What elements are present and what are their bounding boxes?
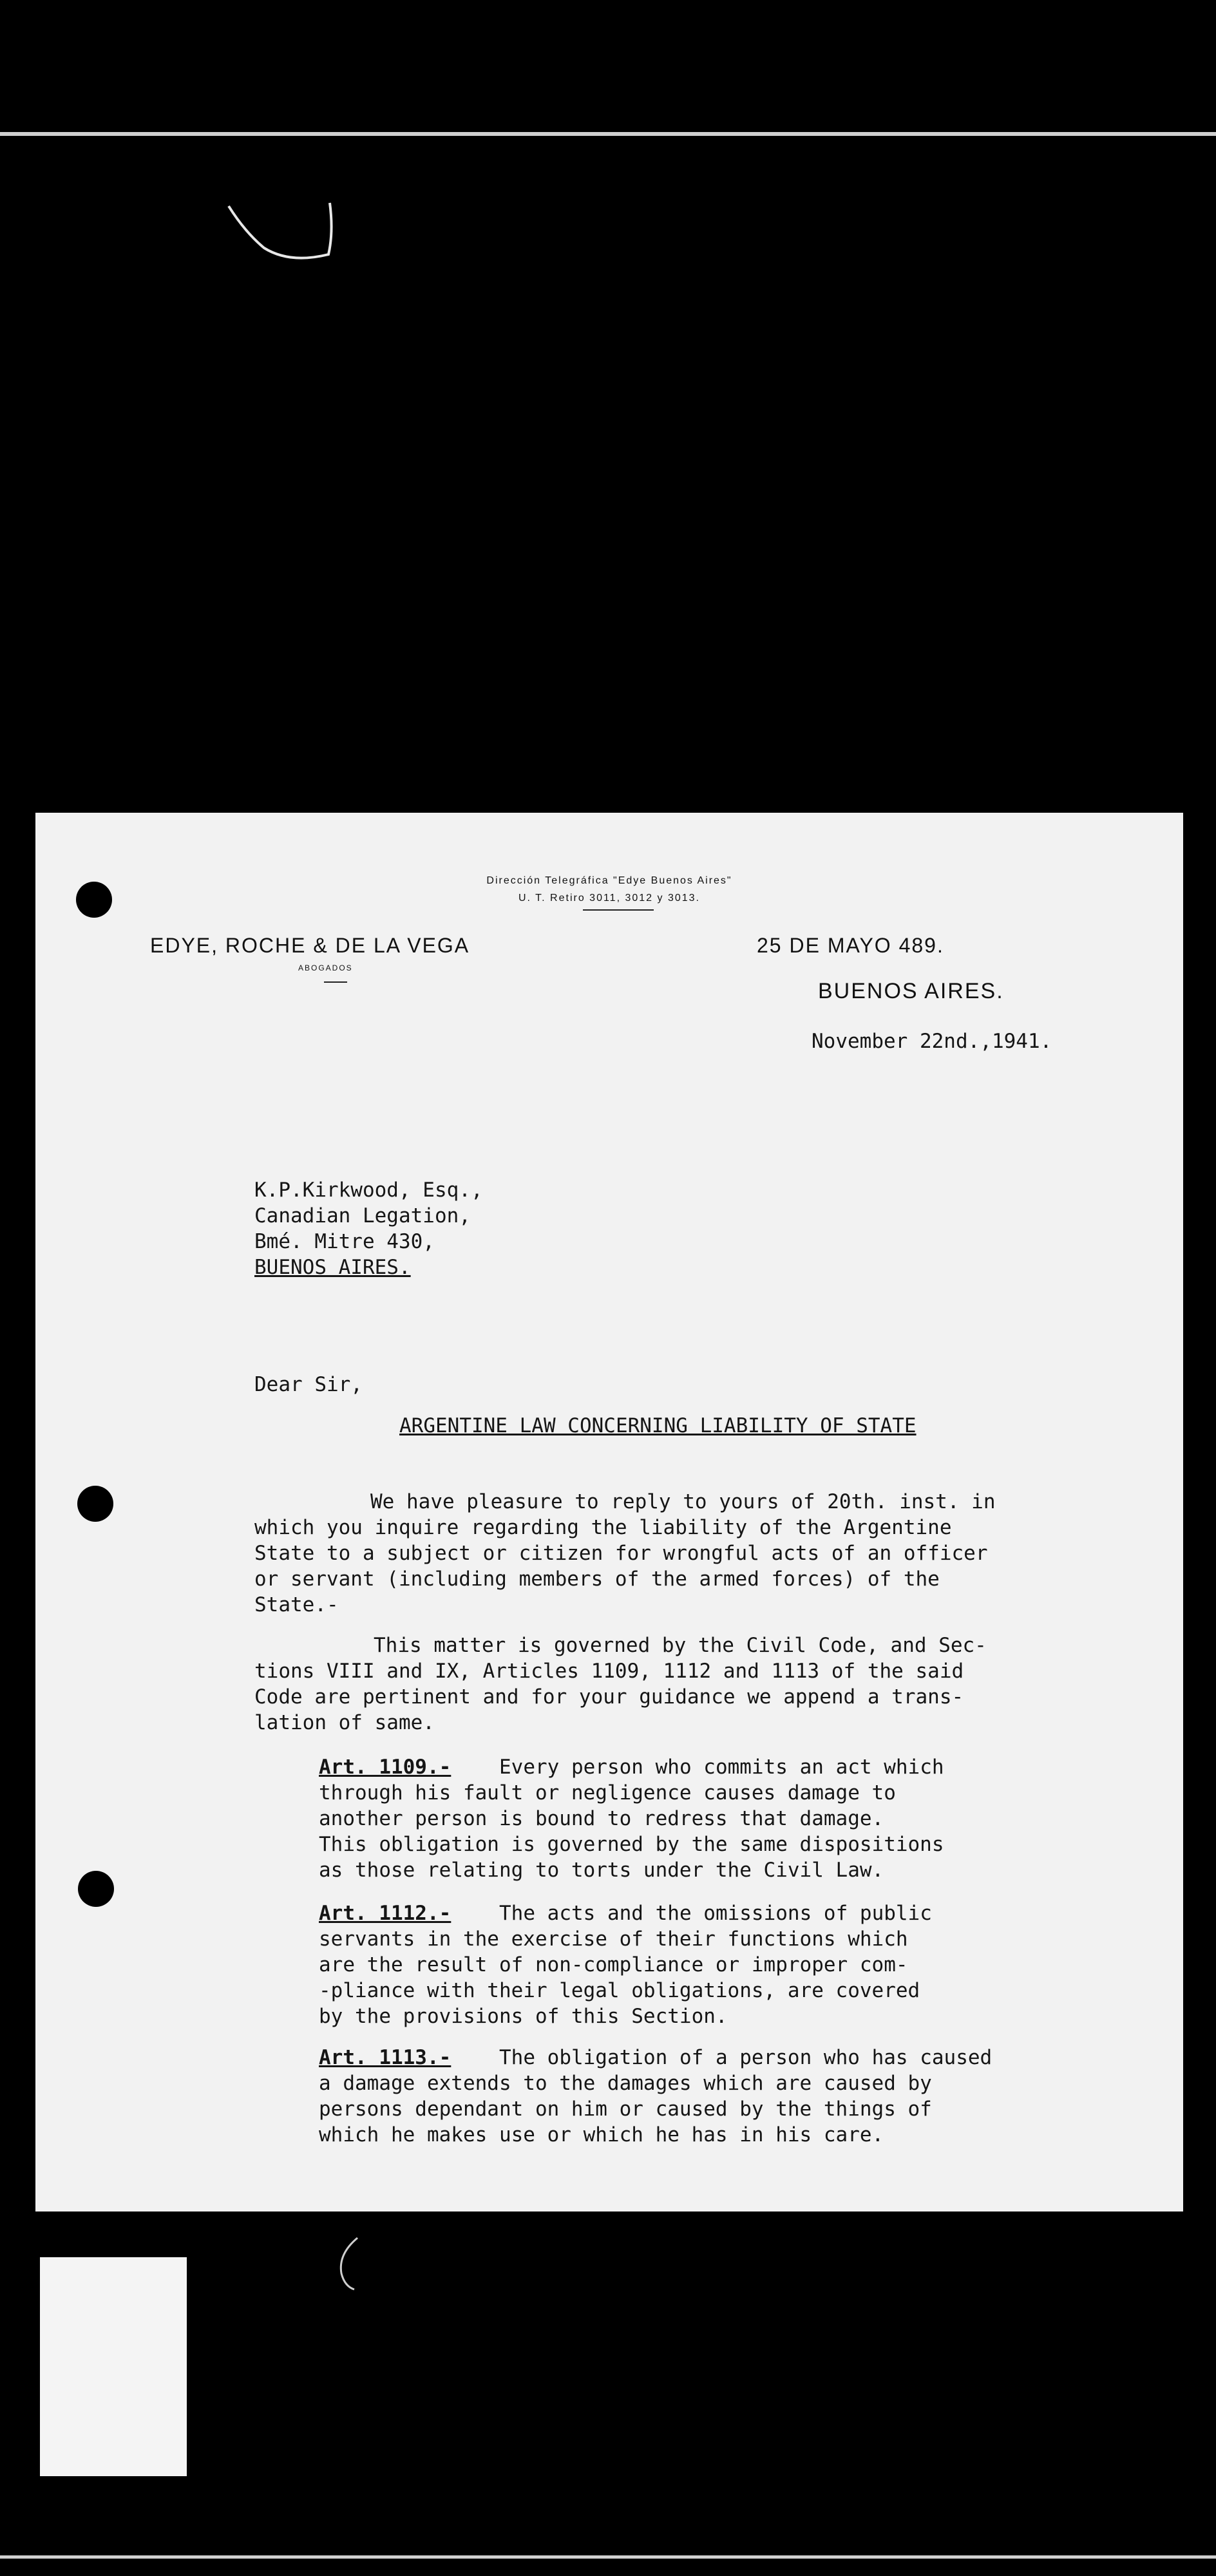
article-line: a damage extends to the damages which are caused by — [319, 2072, 932, 2095]
article-label: Art. 1112.- — [319, 1902, 451, 1925]
firm-city: BUENOS AIRES. — [818, 979, 1004, 1003]
paragraph-line: Code are pertinent and for your guidance we append a trans- — [254, 1685, 964, 1709]
article-label: Art. 1113.- — [319, 2046, 451, 2069]
paragraph-line: State to a subject or citizen for wrongful acts of an officer — [254, 1542, 988, 1565]
article-line: The obligation of a person who has caused — [499, 2046, 993, 2069]
article-line: servants in the exercise of their functions which — [319, 1927, 908, 1951]
firm-subtitle: ABOGADOS — [298, 963, 353, 972]
article-line: persons dependant on him or caused by the things of — [319, 2098, 932, 2121]
film-edge-bottom — [0, 2555, 1216, 2559]
paragraph-line: which you inquire regarding the liability of the Argentine — [254, 1516, 952, 1539]
article-line: -pliance with their legal obligations, are covered — [319, 1979, 920, 2002]
firm-name: EDYE, ROCHE & DE LA VEGA — [150, 934, 470, 957]
letterhead-telegraph: Dirección Telegráfica "Edye Buenos Aires" — [486, 875, 732, 886]
paper-stub — [40, 2257, 187, 2476]
letter-page — [35, 813, 1183, 2211]
recipient-line: K.P.Kirkwood, Esq., — [254, 1179, 483, 1202]
article-line: through his fault or negligence causes damage to — [319, 1781, 896, 1804]
firm-street: 25 DE MAYO 489. — [757, 934, 944, 957]
recipient-line: Bmé. Mitre 430, — [254, 1230, 435, 1253]
letter-date: November 22nd.,1941. — [812, 1030, 1052, 1053]
punch-hole — [77, 1486, 113, 1522]
article-line: The acts and the omissions of public — [499, 1902, 932, 1925]
salutation: Dear Sir, — [254, 1373, 363, 1396]
article-line: by the provisions of this Section. — [319, 2005, 728, 2028]
article-line: This obligation is governed by the same dispositions — [319, 1833, 944, 1856]
paragraph-line: lation of same. — [254, 1711, 435, 1734]
article-label: Art. 1109.- — [319, 1756, 451, 1779]
recipient-line: BUENOS AIRES. — [254, 1256, 411, 1279]
paragraph-line: This matter is governed by the Civil Code, and Sec- — [374, 1634, 987, 1657]
letterhead-divider — [583, 909, 654, 911]
paragraph-line: We have pleasure to reply to yours of 20th. inst. in — [370, 1490, 996, 1513]
punch-hole — [78, 1871, 114, 1907]
article-line: are the result of non-compliance or improper com- — [319, 1953, 908, 1976]
recipient-line: Canadian Legation, — [254, 1204, 471, 1227]
paragraph-line: tions VIII and IX, Articles 1109, 1112 and 1113 of the said — [254, 1660, 964, 1683]
firm-divider — [324, 981, 347, 983]
letterhead-phones: U. T. Retiro 3011, 3012 y 3013. — [518, 893, 700, 904]
article-line: as those relating to torts under the Civil Law. — [319, 1859, 884, 1882]
article-line: Every person who commits an act which — [499, 1756, 944, 1779]
paragraph-line: State.- — [254, 1593, 339, 1616]
paragraph-line: or servant (including members of the armed forces) of the — [254, 1567, 940, 1591]
article-line: which he makes use or which he has in his care. — [319, 2123, 884, 2146]
film-edge-top — [0, 132, 1216, 136]
article-line: another person is bound to redress that damage. — [319, 1807, 884, 1830]
film-scratch-mark — [219, 193, 348, 270]
film-scratch-mark — [332, 2235, 370, 2293]
subject-line: ARGENTINE LAW CONCERNING LIABILITY OF STATE — [399, 1414, 917, 1437]
